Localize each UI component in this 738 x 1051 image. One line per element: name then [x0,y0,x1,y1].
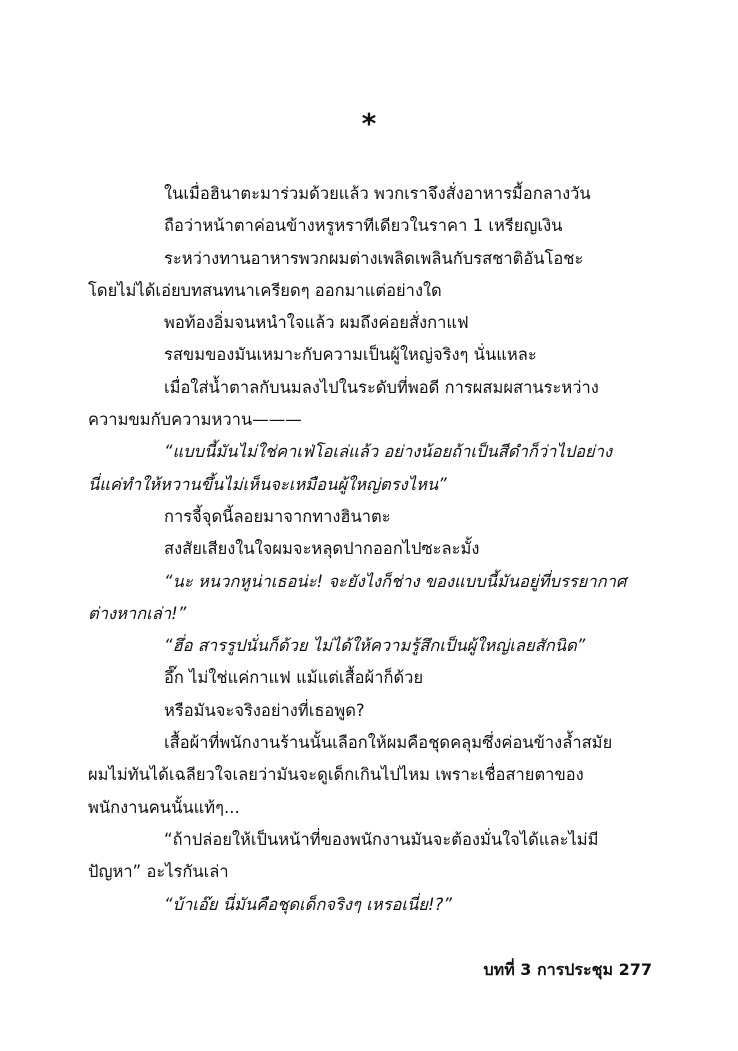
dialogue-line: “แบบนี้มันไม่ใช่คาเฟ่โอเล่แล้ว อย่างน้อยถ้าเป็นสีดำก็ว่าไปอย่าง [164,442,613,462]
text-line: พนักงานคนนั้นแท้ๆ... [88,797,240,817]
text-line: เมื่อใส่น้ำตาลกับนมลงไปในระดับที่พอดี การผสมผสานระหว่าง [164,377,599,397]
text-line: ในเมื่อฮินาตะมาร่วมด้วยแล้ว พวกเราจึงสั่งอาหารมื้อกลางวัน [164,184,591,203]
dialogue-line: “ฮึ่อ สารรูปนั่นก็ด้วย ไม่ได้ให้ความรู้สึกเป็นผู้ใหญ่เลยสักนิด” [164,636,586,656]
text-line: โดยไม่ได้เอ่ยบทสนทนาเครียดๆ ออกมาแต่อย่างใด [88,280,442,300]
text-line: ถือว่าหน้าตาค่อนข้างหรูหราทีเดียวในราคา 1 เหรียญเงิน [164,216,563,236]
text-line: การจี้จุดนี้ลอยมาจากทางฮินาตะ [164,506,391,526]
text-line: “ถ้าปล่อยให้เป็นหน้าที่ของพนักงานมันจะต้องมั่นใจได้และไม่มี [164,829,599,849]
dialogue-line: ต่างหากเล่า!” [88,603,187,623]
body-text [88,178,654,921]
text-line: ปัญหา” อะไรกันเล่า [88,862,229,882]
text-line: รสขมของมันเหมาะกับความเป็นผู้ใหญ่จริงๆ นั่นแหละ [164,345,537,365]
text-line: เสื้อผ้าที่พนักงานร้านนั้นเลือกให้ผมคือชุดคลุมซึ่งค่อนข้างล้ำสมัย [164,733,613,753]
section-divider: * [361,107,377,140]
text-line: ผมไม่ทันได้เฉลียวใจเลยว่ามันจะดูเด็กเกินไปไหม เพราะเชื่อสายตาของ [88,765,584,785]
text-line: ความขมกับความหวาน——— [88,410,302,430]
text-line: พอท้องอิ่มจนหนำใจแล้ว ผมถึงค่อยสั่งกาแฟ [164,313,469,333]
text-line: ระหว่างทานอาหารพวกผมต่างเพลิดเพลินกับรสชาติอันโอชะ [164,248,584,268]
dialogue-line: “นะ หนวกหูน่าเธอน่ะ! จะยังไงก็ช่าง ของแบบนี้มันอยู่ที่บรรยากาศ [164,571,627,591]
page-footer: บทที่ 3 การประชุม 277 [483,960,652,979]
text-line: สงสัยเสียงในใจผมจะหลุดปากออกไปซะละมั้ง [164,539,480,559]
text-line: หรือมันจะจริงอย่างที่เธอพูด? [164,700,365,720]
text-line: อึ๊ก ไม่ใช่แค่กาแฟ แม้แต่เสื้อผ้าก็ด้วย [164,668,424,688]
dialogue-line: นี่แค่ทำให้หวานขึ้นไม่เห็นจะเหมือนผู้ใหญ่ตรงไหน” [88,474,447,494]
dialogue-line: “บ้าเอ๊ย นี่มันคือชุดเด็กจริงๆ เหรอเนี่ย!?” [164,894,452,914]
